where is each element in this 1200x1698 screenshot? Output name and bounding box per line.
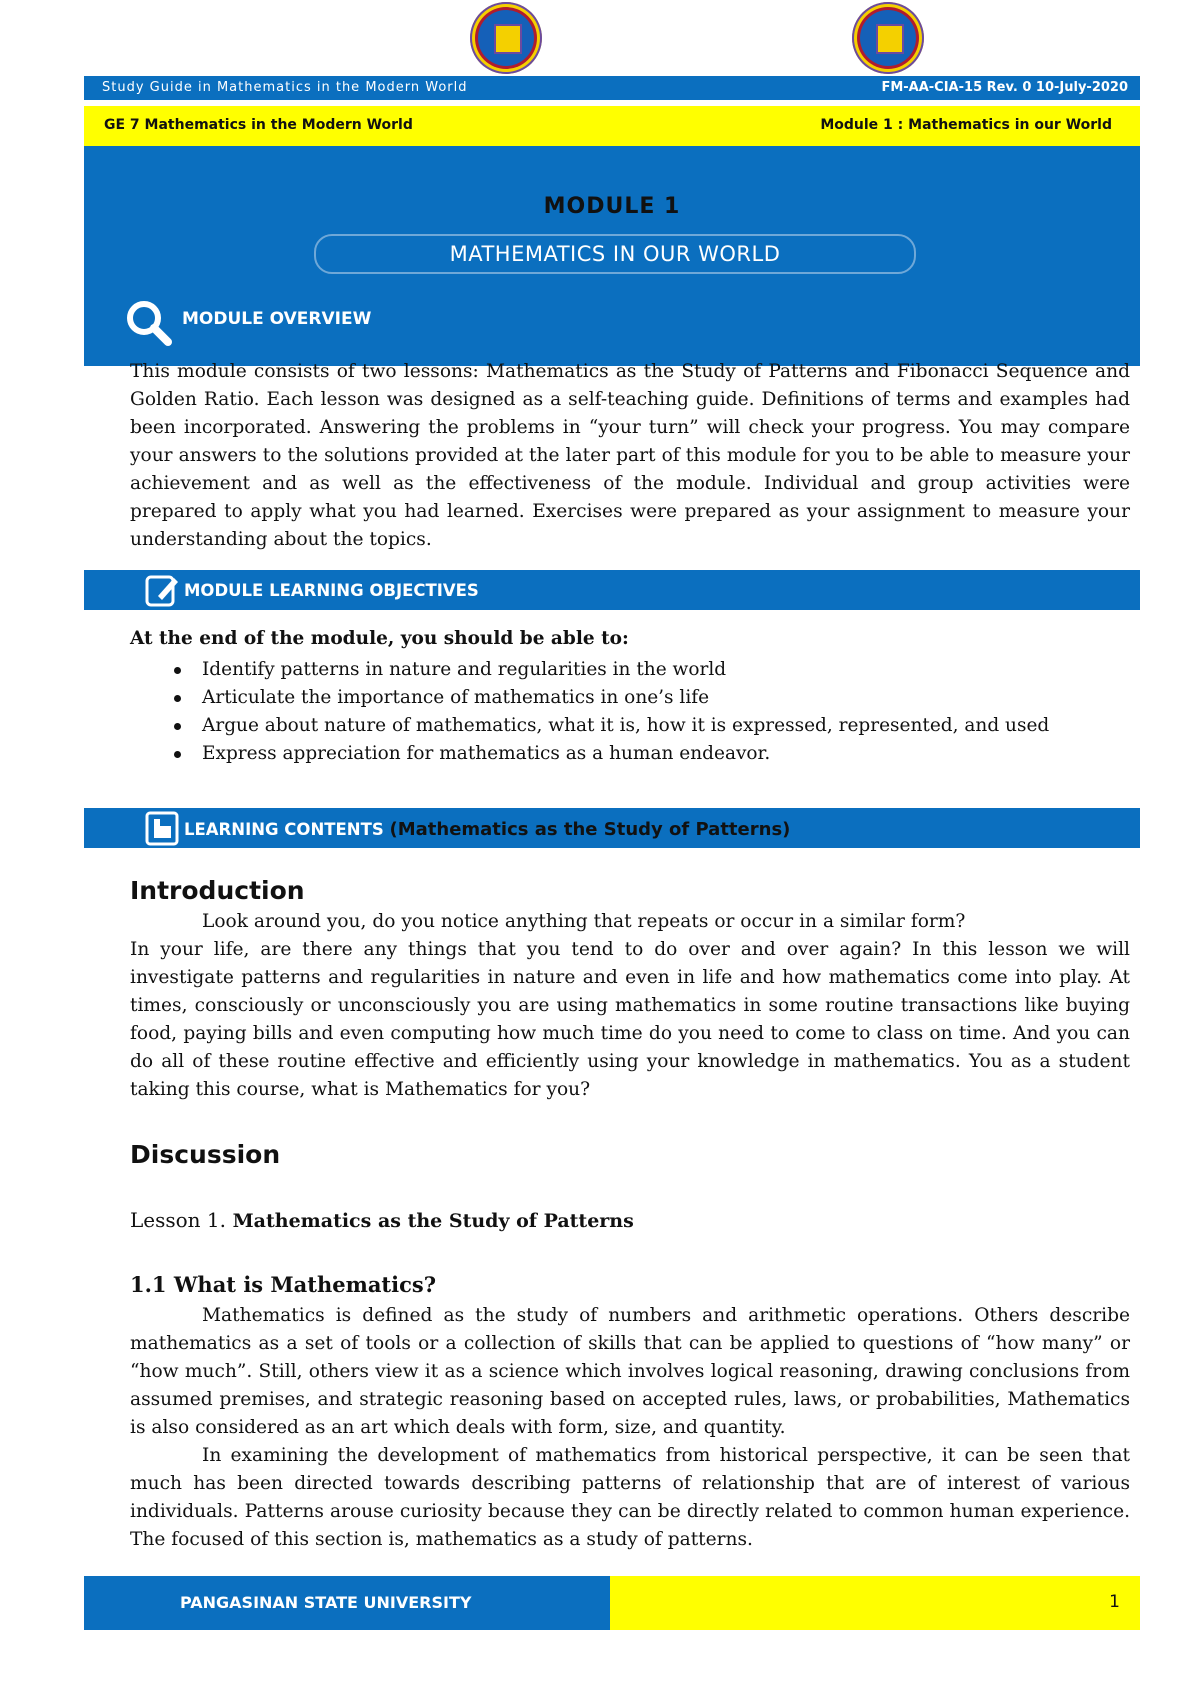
- section-heading: 1.1 What is Mathematics?: [130, 1272, 437, 1297]
- module-overview-text: [130, 358, 1130, 554]
- learning-contents-label: LEARNING CONTENTS: [184, 820, 384, 839]
- course-title: GE 7 Mathematics in the Modern World: [104, 117, 413, 133]
- introduction-text: [130, 908, 1130, 1104]
- header-study-guide: Study Guide in Mathematics in the Modern World: [102, 80, 468, 95]
- lesson-number: Lesson 1.: [130, 1208, 227, 1232]
- module-reference: Module 1 : Mathematics in our World: [820, 117, 1112, 133]
- list-item: [166, 740, 1049, 768]
- objectives-heading: MODULE LEARNING OBJECTIVES: [184, 581, 479, 600]
- objectives-bar: [84, 570, 1140, 610]
- lesson-name: Mathematics as the Study of Patterns: [226, 1210, 634, 1232]
- objectives-intro: At the end of the module, you should be able to:: [130, 628, 629, 649]
- list-item: [166, 684, 1049, 712]
- discussion-paragraph-1: Mathematics is defined as the study of numbers and arithmetic operations. Others describe mathematics as a set of tools or a collection of skills that can be applied to questions of “how many” or “how much”. Still, others view it as a science which involves logical reasoning, drawing conclusions from assumed premises, and strategic reasoning based on accepted rules, laws, or probabilities, Mathematics is also considered as an art which deals with form, size, and quantity.: [130, 1305, 1130, 1438]
- module-overview-heading: MODULE OVERVIEW: [182, 309, 372, 329]
- introduction-body: In your life, are there any things that you tend to do over and over again? In this lesson we will investigate patterns and regularities in nature and even in life and how mathematics come into play. At times, consciously or unconsciously you are using mathematics in some routine transactions like buying food, paying bills and even computing how much time do you need to come to class on time. And you can do all of these routine effective and efficiently using your knowledge in mathematics. You as a student taking this course, what is Mathematics for you?: [130, 939, 1130, 1100]
- objective-text: Express appreciation for mathematics as a human endeavor.: [202, 743, 771, 764]
- discussion-text: [130, 1302, 1130, 1554]
- header-form-code: FM-AA-CIA-15 Rev. 0 10-July-2020: [881, 80, 1128, 95]
- footer-university-bar: [84, 1576, 610, 1630]
- learning-contents-topic: (Mathematics as the Study of Patterns): [389, 819, 791, 840]
- footer-page-bar: [610, 1576, 1140, 1630]
- lesson-title: [130, 1208, 634, 1232]
- objective-text: Identify patterns in nature and regularities in the world: [202, 659, 727, 680]
- discussion-heading: Discussion: [130, 1140, 281, 1169]
- list-item: [166, 712, 1049, 740]
- learning-contents-heading: [184, 819, 790, 840]
- introduction-heading: Introduction: [130, 876, 305, 905]
- list-item: [166, 656, 1049, 684]
- introduction-first-line: Look around you, do you notice anything that repeats or occur in a similar form?: [202, 911, 966, 932]
- module-number: MODULE 1: [543, 194, 681, 219]
- pencil-icon: [144, 572, 180, 608]
- university-logo-right: [852, 2, 924, 74]
- objectives-list: [166, 656, 1049, 768]
- module-subtitle: MATHEMATICS IN OUR WORLD: [314, 234, 916, 274]
- module-title-panel: [84, 146, 1140, 366]
- magnifier-icon: [124, 298, 172, 346]
- discussion-paragraph-2: In examining the development of mathematics from historical perspective, it can be seen that much has been directed towards describing patterns of relationship that are of interest of various individuals. Patterns arouse curiosity because they can be directly related to common human experience. The focused of this section is, mathematics as a study of patterns.: [130, 1445, 1130, 1550]
- book-icon: [144, 810, 180, 846]
- objective-text: Argue about nature of mathematics, what it is, how it is expressed, represented, and used: [202, 715, 1050, 736]
- footer-university: PANGASINAN STATE UNIVERSITY: [180, 1593, 472, 1612]
- university-logo-left: [470, 2, 542, 74]
- learning-contents-bar: [84, 808, 1140, 848]
- objective-text: Articulate the importance of mathematics in one’s life: [202, 687, 710, 708]
- overview-paragraph: This module consists of two lessons: Mathematics as the Study of Patterns and Fibonacci Sequence and Golden Ratio. Each lesson was designed as a self-teaching guide. Definitions of terms and examples had been incorporated. Answering the problems in “your turn” will check your progress. You may compare your answers to the solutions provided at the later part of this module for you to be able to measure your achievement and as well as the effectiveness of the module. Individual and group activities were prepared to apply what you had learned. Exercises were prepared as your assignment to measure your understanding about the topics.: [130, 361, 1130, 550]
- page-number: 1: [1109, 1592, 1120, 1612]
- document-header-bar: [84, 76, 1140, 100]
- course-bar: [84, 106, 1140, 146]
